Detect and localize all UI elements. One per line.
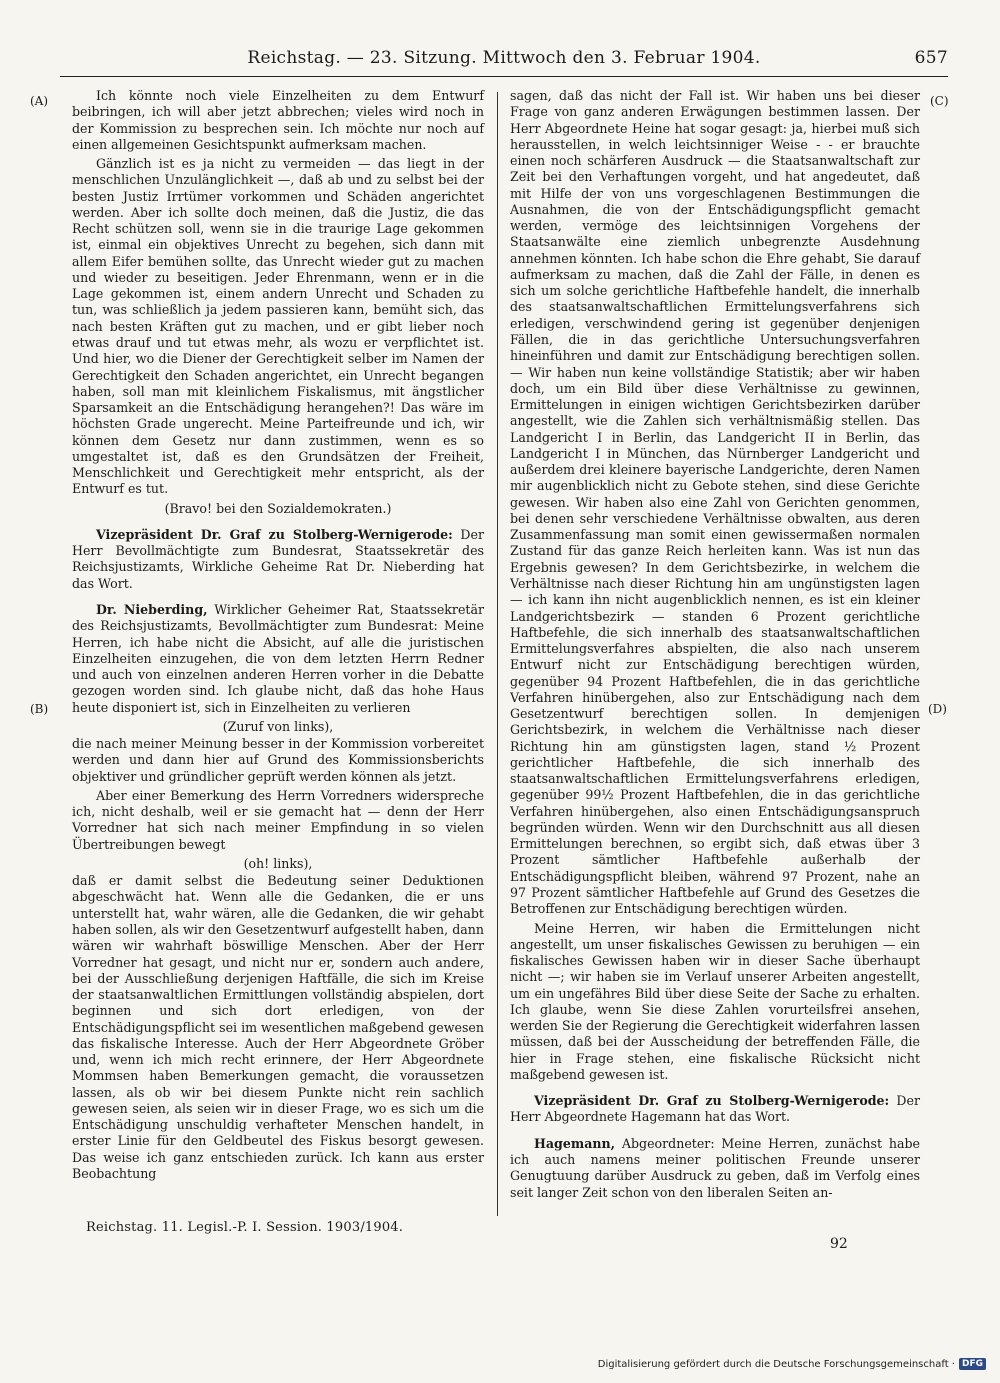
speaker-paragraph	[510, 1136, 920, 1201]
left-column	[72, 88, 484, 1185]
paragraph: sagen, daß das nicht der Fall ist. Wir haben uns bei dieser Frage von ganz anderen Erwägungen bestimmen lassen. Der Herr Abgeordnete Heine hat sogar gesagt: ja, hierbei muß sich herausstellen, in welch leichtsinniger Weise - - er brauchte einen noch schärferen Ausdruck — die Staatsanwaltschaft zur Zeit bei den Verhaftungen vorgeht, und hat angedeutet, daß mit Hilfe der von uns vorgeschlagenen Bestimmungen die Ausnahmen, die von der Entschädigungspflicht gemacht werden, vermöge des leichtsinnigen Vorgehens der Staatsanwälte eine ziemlich unbegrenzte Ausdehnung annehmen könnten. Ich habe schon die Ehre gehabt, Sie darauf aufmerksam zu machen, daß die Zahl der Fälle, in denen es sich um solche gerichtliche Haftbefehle handelt, die innerhalb des staatsanwaltschaftlichen Ermittelungsverfahrens sich erledigen, verschwindend gering ist gegenüber denjenigen Fällen, die in das gerichtliche Untersuchungsverfahren hineinführen und damit zur Entschädigung berechtigen sollen. — Wir haben nun keine vollständige Statistik; aber wir haben doch, um ein Bild über diese Verhältnisse zu gewinnen, Ermittelungen in einigen wichtigen Gerichtsbezirken darüber angestellt, wie die Zahlen sich verhältnismäßig stellen. Das Landgericht I in Berlin, das Landgericht II in Berlin, das Landgericht I in München, das Nürnberger Landgericht und außerdem drei kleinere bayerische Landgerichte, deren Namen mir augenblicklich nicht zu Gebote stehen, sind diese Gerichte gewesen. Wir haben also eine Zahl von Gerichten genommen, bei denen sehr verschiedene Verhältnisse obwalten, aus deren Zusammenfassung man somit einen gewissermaßen normalen Zustand für das ganze Reich herleiten kann. Was ist nun das Ergebnis gewesen? In dem Gerichtsbezirke, in welchem die Verhältnisse nach dieser Richtung hin am ungünstigsten lagen — ich kann ihn nicht augenblicklich nennen, es ist ein kleiner Landgerichtsbezirk — standen 6 Prozent gerichtliche Haftbefehle, die sich innerhalb des staatsanwaltschaftlichen Ermittelungsverfahres abspielten, die also nach unserem Entwurf nicht zur Entschädigung berechtigen würden, gegenüber 94 Prozent Haftbefehlen, die in das gerichtliche Verfahren hinübergehen, also zur Entschädigung nach dem Gesetzentwurf berechtigen sollen. In demjenigen Gerichtsbezirk, in welchem die Verhältnisse nach dieser Richtung hin am günstigsten lagen, stand ½ Prozent gerichtlicher Haftbefehle, die sich innerhalb des staatsanwaltschaftlichen Ermittelungsverfahrens erledigen, gegenüber 99½ Prozent Haftbefehlen, die in das gerichtliche Verfahren hinübergehen, also einen Entschädigungsanspruch begründen würden. Wenn wir den Durchschnitt aus all diesen Ermittelungen berechnen, so ergibt sich, daß etwas über 3 Prozent sämtlicher Haftbefehle außerhalb der Entschädigungspflicht bleiben, während 97 Prozent, nahe an 97 Prozent sämtlicher Haftbefehle auf Grund des Gesetzes die Betroffenen zur Entschädigung berechtigen würden.	[510, 88, 920, 917]
footer-signature: 92	[830, 1236, 848, 1252]
paragraph: Meine Herren, wir haben die Ermittelungen nicht angestellt, um unser fiskalisches Gewissen zu beruhigen — ein fiskalisches Gewissen haben wir in dieser Sache überhaupt nicht —; wir haben sie im Verlauf unserer Arbeiten angestellt, um ein ungefähres Bild über diese Seite der Sache zu erhalten. Ich glaube, wenn Sie diese Zahlen vorurteilsfrei ansehen, werden Sie der Regierung die Gerechtigkeit widerfahren lassen müssen, daß bei der Ausscheidung der betreffenden Fälle, die hier in Frage stehen, eine fiskalische Rücksicht nicht maßgebend gewesen ist.	[510, 920, 920, 1082]
speaker-name: Hagemann,	[534, 1135, 616, 1151]
interjection: (Zuruf von links),	[222, 718, 334, 734]
page-number: 657	[914, 48, 948, 68]
margin-marker-d: (D)	[928, 702, 947, 716]
speaker-paragraph	[510, 1093, 920, 1126]
speaker-text: Der Herr Abgeordnete Hagemann hat das Wort.	[510, 1093, 920, 1125]
digitization-credit	[598, 1358, 986, 1370]
interjection: (Bravo! bei den Sozialdemokraten.)	[164, 500, 392, 516]
speaker-name: Vizepräsident Dr. Graf zu Stolberg-Wernigerode:	[534, 1093, 890, 1109]
right-column	[510, 88, 920, 1204]
credit-text: Digitalisierung gefördert durch die Deutsche Forschungsgemeinschaft ·	[597, 1358, 955, 1370]
speaker-name: Vizepräsident Dr. Graf zu Stolberg-Wernigerode:	[96, 526, 453, 542]
header-rule	[60, 76, 948, 77]
paragraph: Aber einer Bemerkung des Herrn Vorredners widerspreche ich, nicht deshalb, weil er sie gemacht hat — denn der Herr Vorredner hat sich nach meiner Empfindung in so vielen Übertreibungen bewegt	[72, 787, 484, 852]
footer-session-line: Reichstag. 11. Legisl.-P. I. Session. 1903/1904.	[86, 1220, 404, 1235]
speaker-text: Abgeordneter: Meine Herren, zunächst habe ich auch namens meiner politischen Freunde unserer Genugtuung darüber Ausdruck zu geben, daß im Verfolg eines seit langer Zeit schon von den liberalen Seiten an-	[510, 1135, 920, 1200]
speaker-paragraph	[72, 527, 484, 592]
margin-marker-a: (A)	[30, 94, 49, 108]
column-divider	[497, 92, 498, 1216]
paragraph: daß er damit selbst die Bedeutung seiner Deduktionen abgeschwächt hat. Wenn alle die Gedanken, die er uns unterstellt hat, wahr wären, alle die Gedanken, die wir gehabt haben sollen, als wir den Gesetzentwurf aufgestellt haben, dann wären wir wahrhaft böswillige Menschen. Aber der Herr Vorredner hat gesagt, und nicht nur er, sondern auch andere, bei der Ausschließung derjenigen Haftfälle, die sich im Kreise der staatsanwaltlichen Ermittlungen vollständig abspielen, dort beginnen und sich dort erledigen, von der Entschädigungspflicht sei im wesentlichen maßgebend gewesen das fiskalische Interesse. Auch der Herr Abgeordnete Gröber und, wenn ich mich recht erinnere, der Herr Abgeordnete Mommsen haben Bemerkungen gemacht, die voraussetzen lassen, als ob wir bei diesem Punkte nicht rein sachlich gewesen seien, als seien wir in dieser Frage, wo es sich um die Entschädigung unschuldig verhafteter Menschen handelt, in erster Linie für den Geldbeutel des Fiskus besorgt gewesen. Das weise ich ganz entschieden zurück. Ich kann aus erster Beobachtung	[72, 873, 484, 1181]
running-header	[60, 46, 948, 72]
speaker-text: Wirklicher Geheimer Rat, Staatssekretär des Reichsjustizamts, Bevollmächtigter zum Bundesrat: Meine Herren, ich habe nicht die Absicht, auf alle die juristischen Einzelheiten einzugehen, die von dem letzten Herrn Redner und auch von einzelnen anderen Herren vorher in die Debatte gezogen worden sind. Ich glaube nicht, daß das hohe Haus heute disponiert ist, sich in Einzelheiten zu verlieren	[72, 601, 484, 715]
interjection: (oh! links),	[243, 855, 313, 871]
margin-marker-b: (B)	[30, 702, 49, 716]
speaker-text: Der Herr Bevollmächtigte zum Bundesrat, Staatssekretär des Reichsjustizamts, Wirkliche Geheime Rat Dr. Nieberding hat das Wort.	[72, 526, 484, 591]
margin-marker-c: (C)	[930, 94, 949, 108]
header-title: Reichstag. — 23. Sitzung. Mittwoch den 3. Februar 1904.	[247, 48, 761, 68]
dfg-logo: DFG	[959, 1358, 986, 1370]
paragraph: die nach meiner Meinung besser in der Kommission vorbereitet werden und dann hier auf Grund des Kommissionsberichts objektiver und gründlicher geprüft werden können als jetzt.	[72, 736, 484, 784]
speaker-paragraph	[72, 602, 484, 716]
speaker-name: Dr. Nieberding,	[96, 601, 208, 617]
paragraph: Gänzlich ist es ja nicht zu vermeiden — das liegt in der menschlichen Unzulänglichkeit —, daß ab und zu selbst bei der besten Justiz Irrtümer vorkommen und Schäden angerichtet werden. Aber ich sollte doch meinen, daß die Justiz, die das Recht schützen soll, wenn sie in die traurige Lage gekommen ist, einmal ein objektives Unrecht zu begehen, sich dann mit allem Eifer bemühen sollte, das Unrecht wieder gut zu machen und wieder zu beseitigen. Jeder Ehrenmann, wenn er in die Lage gekommen ist, einem andern Unrecht und Schaden zu tun, was schließlich ja jedem passieren kann, bemüht sich, das nach besten Kräften gut zu machen, und er gibt lieber noch etwas drauf und tut etwas mehr, als wozu er verpflichtet ist. Und hier, wo die Diener der Gerechtigkeit selber im Namen der Gerechtigkeit den Schaden angerichtet, ein Unrecht begangen haben, soll man mit kleinlichem Fiskalismus, mit ängstlicher Sparsamkeit an die Entschädigung herangehen?! Das wäre im höchsten Grade ungerecht. Meine Parteifreunde und ich, wir können dem Gesetz nur dann zustimmen, wenn es so umgestaltet ist, daß es den Grundsätzen der Freiheit, Menschlichkeit und Gerechtigkeit mehr entspricht, als der Entwurf es tut.	[72, 156, 484, 497]
paragraph: Ich könnte noch viele Einzelheiten zu dem Entwurf beibringen, ich will aber jetzt abbrechen; vieles wird noch in der Kommission zu besprechen sein. Ich möchte nur noch auf einen allgemeinen Gesichtspunkt aufmerksam machen.	[72, 88, 484, 152]
